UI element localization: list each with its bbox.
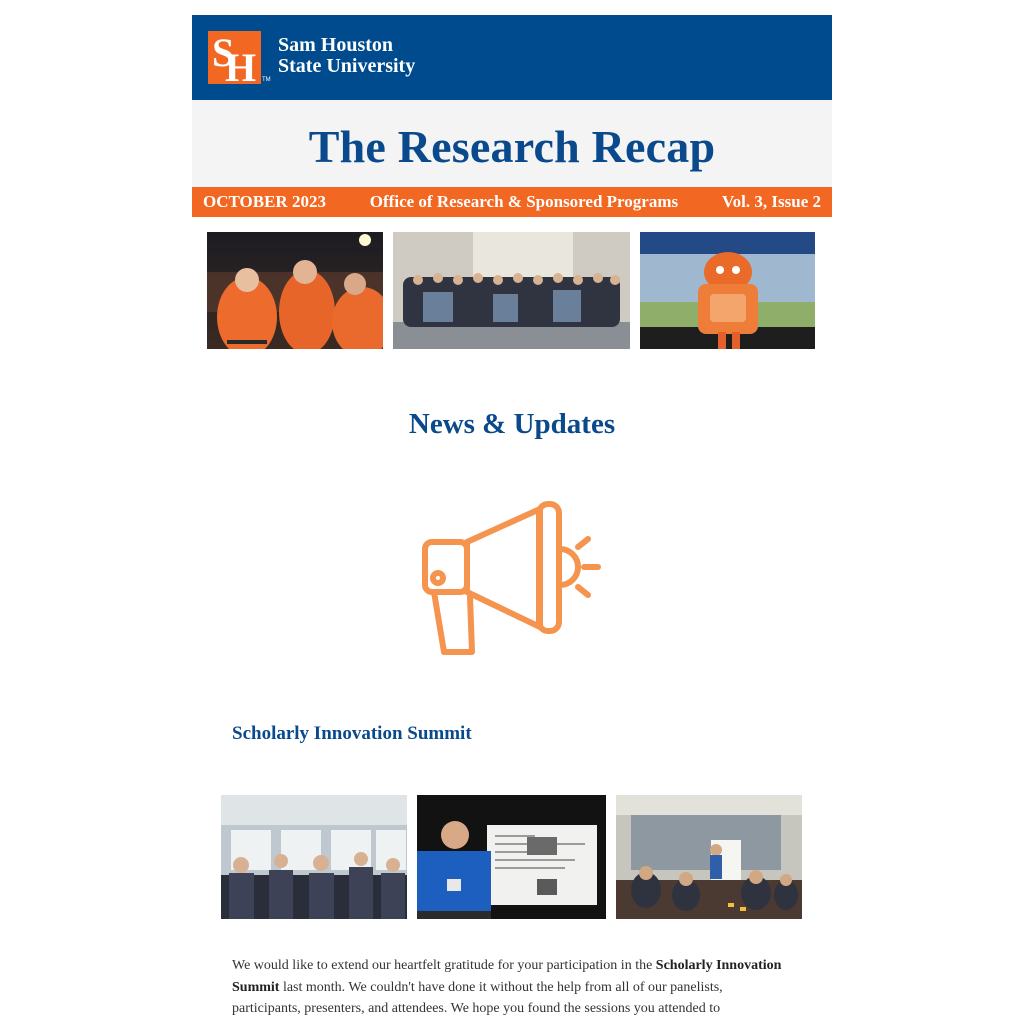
summit-networking-photo[interactable] xyxy=(221,795,407,919)
megaphone-icon xyxy=(420,497,604,659)
shsu-logo[interactable] xyxy=(208,30,261,90)
article-text-intro: We would like to extend our heartfelt gratitude for your participation in the xyxy=(232,958,656,973)
university-name xyxy=(278,35,415,77)
article-body xyxy=(232,955,792,1020)
news-updates-heading: News & Updates xyxy=(408,408,616,440)
newsletter-title: The Research Recap xyxy=(308,121,716,172)
logo-trademark: TM xyxy=(262,77,271,83)
marching-band-photo[interactable] xyxy=(207,232,383,349)
mascot-thank-you-photo[interactable] xyxy=(640,232,815,349)
summit-session-photo[interactable] xyxy=(616,795,802,919)
article-text-bold: Scholarly Innovation Summit xyxy=(232,958,782,995)
article-title[interactable]: Scholarly Innovation Summit xyxy=(232,723,472,744)
office-name: Office of Research & Sponsored Programs xyxy=(369,192,679,211)
brand-header xyxy=(192,15,832,100)
issue-date: OCTOBER 2023 xyxy=(203,192,326,211)
group-photo[interactable] xyxy=(393,232,630,349)
logo-letter-s: S xyxy=(212,30,235,75)
issue-info-bar xyxy=(192,187,832,217)
university-name-line1: Sam Houston xyxy=(278,34,394,56)
newsletter-email xyxy=(192,15,832,217)
issue-volume: Vol. 3, Issue 2 xyxy=(721,192,821,211)
title-band xyxy=(192,100,832,187)
university-name-line2: State University xyxy=(278,55,416,77)
article-text-rest: last month. We couldn't have done it without the help from all of our panelists, participants, presenters, and attendees. We hope you found the sessions you attended to xyxy=(232,979,723,1016)
summit-poster-photo[interactable] xyxy=(417,795,606,919)
logo-letter-h: H xyxy=(225,45,257,90)
